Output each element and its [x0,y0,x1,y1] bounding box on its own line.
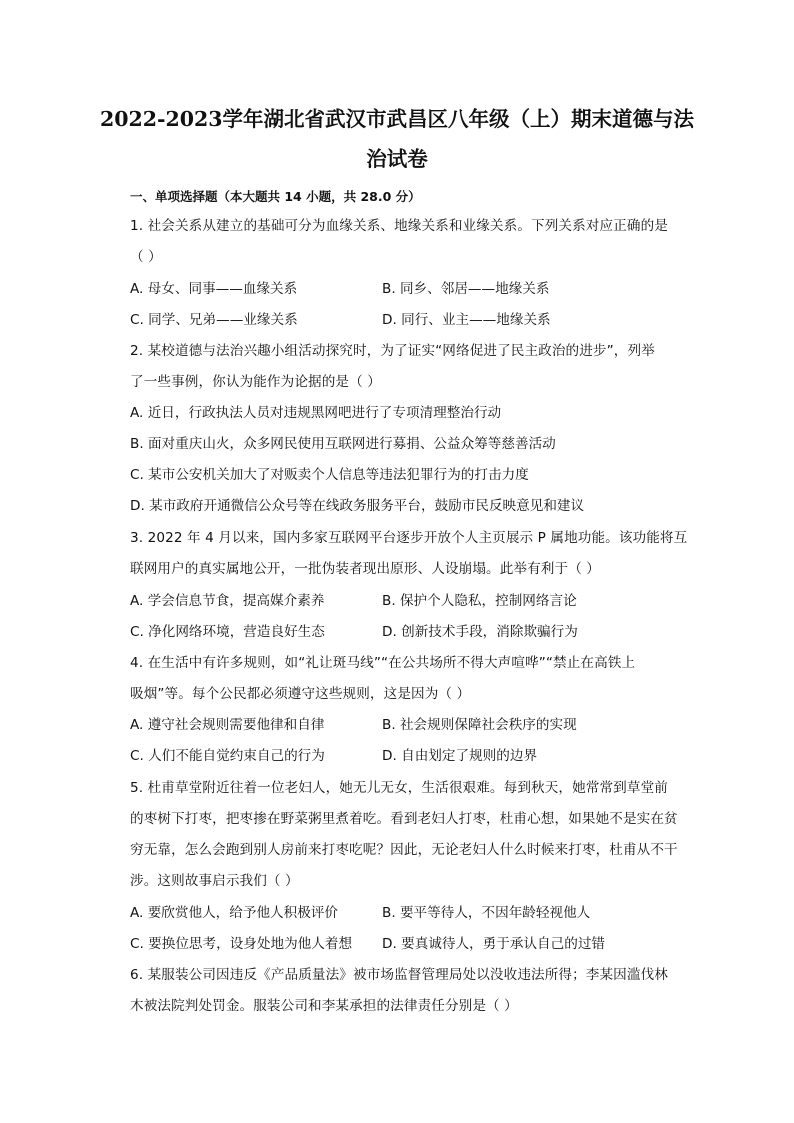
question-6-line-1: 6. 某服装公司因违反《产品质量法》被市场监督管理局处以没收违法所得；李某因滥伐林 [130,967,668,983]
question-5-line-3: 穷无靠，怎么会跑到别人房前来打枣吃呢？因此，无论老妇人什么时候来打枣，杜甫从不干 [130,842,678,858]
question-5-option-c: C. 要换位思考，设身处地为他人着想 [130,936,353,952]
question-5-option-a: A. 要欣赏他人，给予他人积极评价 [130,905,339,921]
question-5-line-2: 的枣树下打枣，把枣掺在野菜粥里煮着吃。看到老妇人打枣，杜甫心想，如果她不是实在贫 [130,811,678,827]
question-2-option-c: C. 某市公安机关加大了对贩卖个人信息等违法犯罪行为的打击力度 [130,467,529,483]
question-4-option-b: B. 社会规则保障社会秩序的实现 [382,717,577,733]
question-2-option-b: B. 面对重庆山火，众多网民使用互联网进行募捐、公益众筹等慈善活动 [130,436,556,452]
question-3-option-d: D. 创新技术手段，消除欺骗行为 [382,624,578,640]
section-heading: 一、单项选择题（本大题共 14 小题，共 28.0 分） [130,189,421,204]
question-3-option-c: C. 净化网络环境，营造良好生态 [130,624,325,640]
question-3-line-1: 3. 2022 年 4 月以来，国内多家互联网平台逐步开放个人主页展示 P 属地功能。该功能将互 [130,530,688,546]
question-1-option-d: D. 同行、业主——地缘关系 [382,312,551,328]
question-4-option-d: D. 自由划定了规则的边界 [382,748,538,764]
question-4-option-c: C. 人们不能自觉约束自己的行为 [130,748,325,764]
question-2-option-a: A. 近日，行政执法人员对违规黑网吧进行了专项清理整治行动 [130,405,502,421]
question-1-line-2: （ ） [130,249,162,265]
question-6-line-2: 木被法院判处罚金。服装公司和李某承担的法律责任分别是（ ） [130,998,518,1014]
question-1-option-c: C. 同学、兄弟——业缘关系 [130,312,298,328]
question-3-option-b: B. 保护个人隐私，控制网络言论 [382,593,577,609]
question-5-option-b: B. 要平等待人，不因年龄轻视他人 [382,905,591,921]
document-title-line-1: 2022-2023学年湖北省武汉市武昌区八年级（上）期末道德与法 [99,107,695,131]
question-2-line-1: 2. 某校道德与法治兴趣小组活动探究时，为了证实“网络促进了民主政治的进步”，列举 [130,343,655,359]
question-1-line-1: 1. 社会关系从建立的基础可分为血缘关系、地缘关系和业缘关系。下列关系对应正确的是 [130,218,668,234]
question-3-line-2: 联网用户的真实属地公开，一批伪装者现出原形、人设崩塌。此举有利于（ ） [130,561,601,577]
question-2-option-d: D. 某市政府开通微信公众号等在线政务服务平台，鼓励市民反映意见和建议 [130,498,585,514]
question-1-option-b: B. 同乡、邻居——地缘关系 [382,281,550,297]
question-4-line-1: 4. 在生活中有许多规则，如“礼让斑马线”“在公共场所不得大声喧哗”“禁止在高铁上 [130,655,636,671]
question-5-option-d: D. 要真诚待人，勇于承认自己的过错 [382,936,606,952]
question-2-line-2: 了一些事例，你认为能作为论据的是（ ） [130,374,381,390]
question-4-option-a: A. 遵守社会规则需要他律和自律 [130,717,325,733]
question-1-option-a: A. 母女、同事——血缘关系 [130,281,298,297]
question-5-line-4: 涉。这则故事启示我们（ ） [130,873,299,889]
document-title-line-2: 治试卷 [366,147,428,171]
question-4-line-2: 吸烟”等。每个公民都必须遵守这些规则，这是因为（ ） [130,686,471,702]
question-3-option-a: A. 学会信息节食，提高媒介素养 [130,593,325,609]
question-5-line-1: 5. 杜甫草堂附近往着一位老妇人，她无儿无女，生活很艰难。每到秋天，她常常到草堂前 [130,780,668,796]
